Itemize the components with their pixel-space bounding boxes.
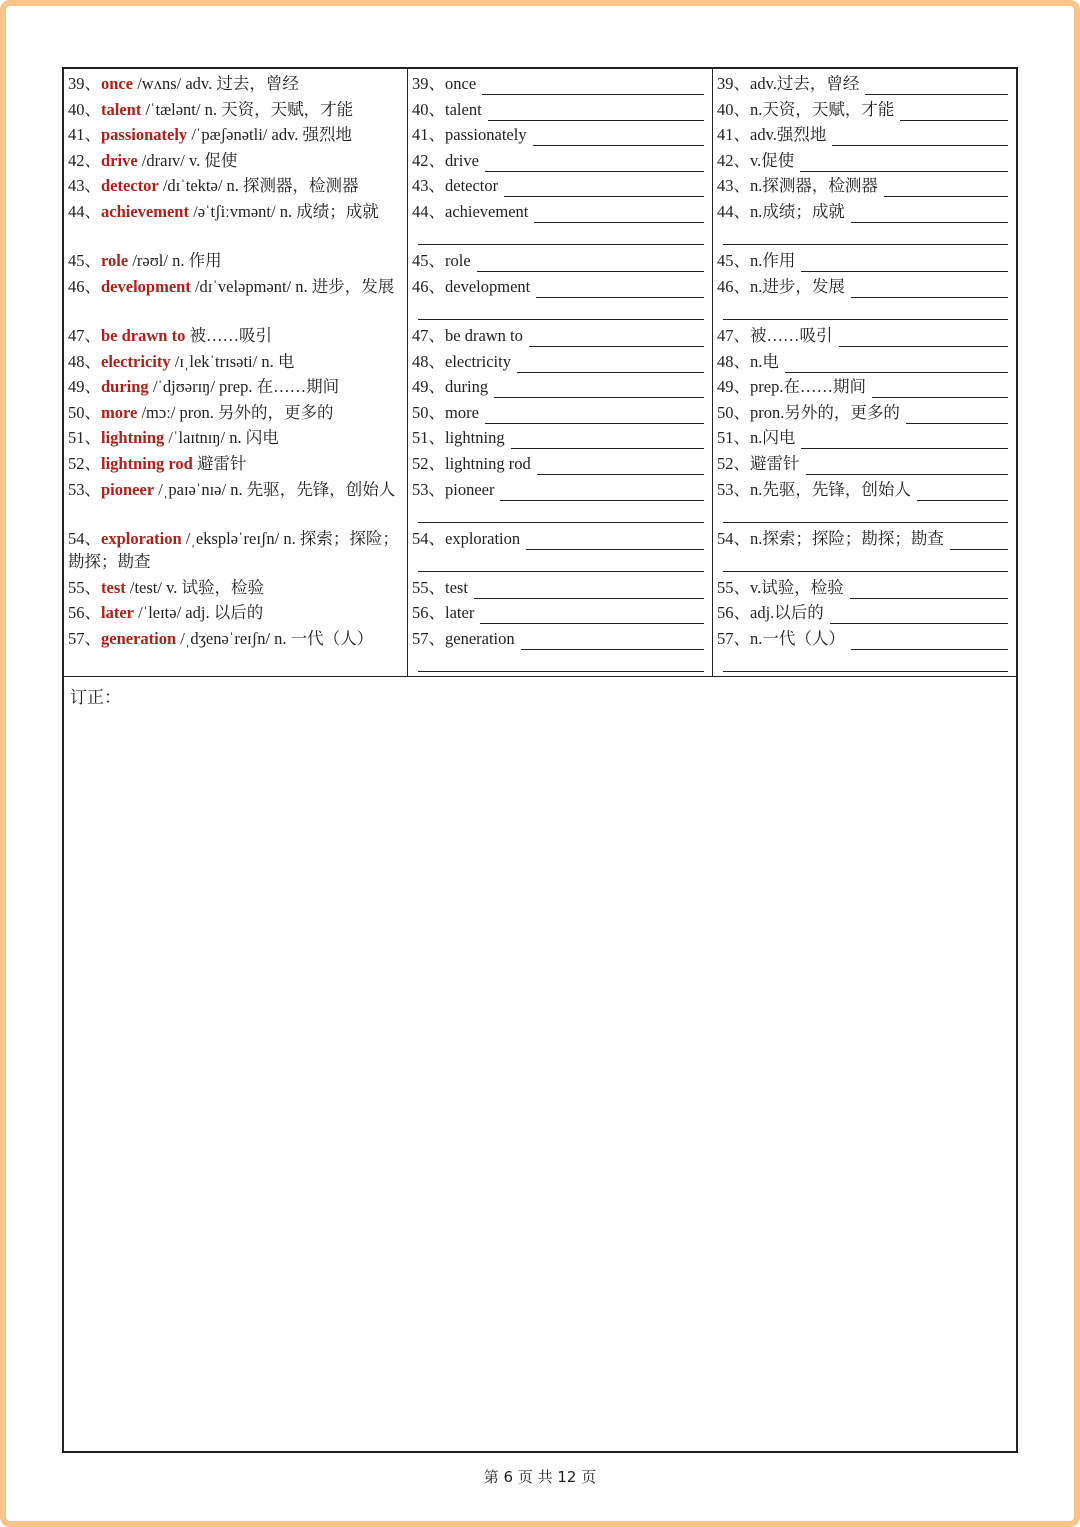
entry-definition: /dɪˈtektə/ n. 探测器，检测器 <box>158 176 359 196</box>
english-blank-row <box>412 452 704 475</box>
answer-line[interactable] <box>480 606 704 624</box>
blank-meaning: n.探索；探险；勘探；勘查 <box>750 528 944 548</box>
word-entry <box>68 275 399 321</box>
meaning-blank-row <box>717 426 1008 449</box>
english-blank-row <box>412 601 704 624</box>
word-entry <box>68 601 399 624</box>
word-entry <box>68 72 399 95</box>
word-entry <box>68 375 399 398</box>
entry-number: 52、 <box>717 453 750 473</box>
entry-definition: 被……吸引 <box>185 325 272 345</box>
meaning-blank-row <box>717 627 1008 673</box>
entry-definition: /əˈtʃiːvmənt/ n. 成绩；成就 <box>188 202 379 221</box>
entry-definition: /ɪˌlekˈtrɪsəti/ n. 电 <box>170 351 295 371</box>
answer-line[interactable] <box>917 483 1008 501</box>
answer-line[interactable] <box>500 483 704 501</box>
answer-line[interactable] <box>529 329 704 347</box>
entry-word: drive <box>101 150 138 170</box>
answer-line[interactable] <box>850 581 1008 599</box>
column-english-blanks <box>408 69 713 676</box>
entry-word: development <box>101 276 191 296</box>
english-blank-row <box>412 149 704 172</box>
blank-word: passionately <box>445 125 527 145</box>
english-blank-row <box>412 426 704 449</box>
entry-number: 46、 <box>412 276 445 296</box>
entry-word: lightning rod <box>101 453 193 473</box>
word-entry <box>68 527 399 573</box>
english-blank-row <box>412 478 704 524</box>
english-blank-row <box>412 123 704 146</box>
entry-number: 48、 <box>68 351 101 371</box>
entry-number: 41、 <box>68 125 101 145</box>
blank-meaning: n.闪电 <box>750 428 796 448</box>
blank-word: later <box>445 603 475 623</box>
answer-line[interactable] <box>536 280 704 298</box>
meaning-blank-row <box>717 601 1008 624</box>
entry-number: 51、 <box>68 428 101 448</box>
entry-number: 42、 <box>412 150 445 170</box>
vocab-columns <box>64 69 1016 677</box>
word-entry <box>68 249 399 272</box>
entry-definition: /ˌpaɪəˈnɪə/ n. 先驱，先锋，创始人 <box>154 479 396 499</box>
answer-line[interactable] <box>474 581 704 599</box>
english-blank-row <box>412 350 704 373</box>
answer-line[interactable] <box>482 77 704 95</box>
entry-definition: /wʌns/ adv. 过去，曾经 <box>133 74 299 93</box>
blank-word: role <box>445 251 471 271</box>
entry-number: 39、 <box>68 74 101 93</box>
answer-line[interactable] <box>851 632 1008 650</box>
entry-number: 39、 <box>717 74 750 93</box>
word-entry <box>68 350 399 373</box>
answer-line-extra[interactable] <box>418 571 704 572</box>
entry-number: 56、 <box>412 603 445 623</box>
entry-number: 42、 <box>717 150 750 170</box>
answer-line[interactable] <box>801 254 1008 272</box>
answer-line[interactable] <box>839 329 1009 347</box>
entry-number: 40、 <box>717 99 750 119</box>
answer-line[interactable] <box>526 532 704 550</box>
meaning-blank-row <box>717 174 1008 197</box>
blank-meaning: n.探测器，检测器 <box>750 176 878 196</box>
entry-number: 50、 <box>68 402 101 422</box>
answer-line[interactable] <box>488 103 704 121</box>
entry-definition: /ˈpæʃənətli/ adv. 强烈地 <box>187 125 353 145</box>
answer-line[interactable] <box>900 103 1008 121</box>
blank-meaning: n.成绩；成就 <box>750 202 845 221</box>
entry-number: 54、 <box>68 528 101 548</box>
english-blank-row <box>412 324 704 347</box>
entry-number: 42、 <box>68 150 101 170</box>
answer-line[interactable] <box>832 128 1008 146</box>
entry-number: 52、 <box>68 453 101 473</box>
answer-line[interactable] <box>494 380 704 398</box>
meaning-blank-row <box>717 275 1008 321</box>
entry-number: 49、 <box>717 377 750 397</box>
english-blank-row <box>412 627 704 673</box>
entry-number: 44、 <box>412 202 445 221</box>
answer-line[interactable] <box>801 431 1008 449</box>
entry-word: generation <box>101 629 177 648</box>
blank-meaning: prep.在……期间 <box>750 377 866 397</box>
entry-word: exploration <box>101 528 182 548</box>
entry-definition: 避雷针 <box>192 453 247 473</box>
answer-line[interactable] <box>533 128 704 146</box>
entry-number: 44、 <box>68 202 101 221</box>
answer-line[interactable] <box>950 532 1008 550</box>
meaning-blank-row <box>717 401 1008 424</box>
entry-word: talent <box>101 99 142 119</box>
entry-number: 47、 <box>717 325 750 345</box>
column-word-list <box>64 69 408 676</box>
meaning-blank-row <box>717 249 1008 272</box>
meaning-blank-row <box>717 200 1008 246</box>
entry-number: 55、 <box>717 577 750 597</box>
entry-word: more <box>101 402 138 422</box>
answer-line[interactable] <box>830 606 1008 624</box>
blank-word: be drawn to <box>445 325 523 345</box>
word-entry <box>68 627 399 673</box>
entry-number: 48、 <box>717 351 750 371</box>
blank-meaning: n.电 <box>750 351 779 371</box>
english-blank-row <box>412 249 704 272</box>
word-entry <box>68 123 399 146</box>
entry-number: 40、 <box>412 99 445 119</box>
entry-number: 53、 <box>68 479 101 499</box>
entry-number: 41、 <box>717 125 750 145</box>
answer-line[interactable] <box>800 154 1008 172</box>
meaning-blank-row <box>717 375 1008 398</box>
answer-line[interactable] <box>504 179 704 197</box>
entry-number: 43、 <box>412 176 445 196</box>
entry-number: 55、 <box>68 577 101 597</box>
blank-meaning: adj.以后的 <box>750 603 824 623</box>
blank-meaning: n.作用 <box>750 251 796 271</box>
english-blank-row <box>412 401 704 424</box>
entry-definition: /ˈtælənt/ n. 天资，天赋，才能 <box>141 99 354 119</box>
entry-number: 45、 <box>412 251 445 271</box>
entry-number: 50、 <box>717 402 750 422</box>
entry-word: later <box>101 603 134 623</box>
answer-line[interactable] <box>851 280 1008 298</box>
answer-line[interactable] <box>537 457 704 475</box>
blank-word: test <box>445 577 468 597</box>
entry-definition: /draɪv/ v. 促使 <box>137 150 238 170</box>
answer-line[interactable] <box>865 77 1008 95</box>
blank-meaning: v.试验，检验 <box>750 577 844 597</box>
blank-meaning: n.一代（人） <box>750 629 845 648</box>
answer-line[interactable] <box>485 406 704 424</box>
entry-number: 49、 <box>68 377 101 397</box>
meaning-blank-row <box>717 452 1008 475</box>
entry-definition: /ˈlaɪtnɪŋ/ n. 闪电 <box>164 428 279 448</box>
word-entry <box>68 576 399 599</box>
entry-word: pioneer <box>101 479 155 499</box>
meaning-blank-row <box>717 72 1008 95</box>
blank-word: lightning rod <box>445 453 531 473</box>
answer-line[interactable] <box>806 457 1009 475</box>
entry-number: 54、 <box>412 528 445 548</box>
entry-number: 50、 <box>412 402 445 422</box>
blank-word: pioneer <box>445 479 495 499</box>
entry-number: 46、 <box>717 276 750 296</box>
page-footer: 第 6 页 共 12 页 <box>483 1468 597 1486</box>
entry-word: achievement <box>101 202 189 221</box>
meaning-blank-row <box>717 123 1008 146</box>
blank-word: generation <box>445 629 515 648</box>
entry-number: 57、 <box>68 629 101 648</box>
english-blank-row <box>412 576 704 599</box>
blank-meaning: 避雷针 <box>750 453 800 473</box>
entry-word: passionately <box>101 125 188 145</box>
correction-label: 订正： <box>70 688 121 708</box>
blank-meaning: pron.另外的，更多的 <box>750 402 900 422</box>
blank-word: once <box>445 74 477 93</box>
entry-number: 43、 <box>717 176 750 196</box>
answer-line-extra[interactable] <box>723 671 1008 672</box>
word-entry <box>68 426 399 449</box>
entry-number: 56、 <box>68 603 101 623</box>
entry-number: 49、 <box>412 377 445 397</box>
answer-line[interactable] <box>872 380 1008 398</box>
answer-line[interactable] <box>534 205 704 223</box>
entry-number: 43、 <box>68 176 101 196</box>
english-blank-row <box>412 275 704 321</box>
word-entry <box>68 200 399 246</box>
word-entry <box>68 452 399 475</box>
entry-number: 47、 <box>412 325 445 345</box>
entry-number: 46、 <box>68 276 101 296</box>
blank-meaning: adv.过去，曾经 <box>750 74 860 93</box>
answer-line-extra[interactable] <box>723 522 1008 523</box>
blank-word: during <box>445 377 489 397</box>
english-blank-row <box>412 174 704 197</box>
english-blank-row <box>412 72 704 95</box>
entry-number: 56、 <box>717 603 750 623</box>
entry-number: 39、 <box>412 74 445 93</box>
worksheet-table <box>62 67 1018 1453</box>
english-blank-row <box>412 375 704 398</box>
entry-number: 44、 <box>717 202 750 221</box>
blank-word: detector <box>445 176 499 196</box>
column-meaning-blanks <box>713 69 1016 676</box>
meaning-blank-row <box>717 478 1008 524</box>
blank-meaning: n.进步，发展 <box>750 276 845 296</box>
entry-definition: /ˈdjʊərɪŋ/ prep. 在……期间 <box>148 377 340 397</box>
english-blank-row <box>412 527 704 573</box>
entry-number: 55、 <box>412 577 445 597</box>
blank-word: achievement <box>445 202 529 221</box>
entry-number: 48、 <box>412 351 445 371</box>
blank-word: talent <box>445 99 482 119</box>
answer-line[interactable] <box>906 406 1008 424</box>
blank-meaning: v.促使 <box>750 150 795 170</box>
entry-definition: /mɔː/ pron. 另外的，更多的 <box>137 402 334 422</box>
blank-meaning: n.天资，天赋，才能 <box>750 99 895 119</box>
word-entry <box>68 149 399 172</box>
entry-number: 45、 <box>68 251 101 271</box>
word-entry <box>68 98 399 121</box>
entry-definition: /ˌdʒenəˈreɪʃn/ n. 一代（人） <box>176 629 374 648</box>
word-entry <box>68 324 399 347</box>
entry-number: 40、 <box>68 99 101 119</box>
answer-line-extra[interactable] <box>418 319 704 320</box>
entry-definition: /test/ v. 试验，检验 <box>125 577 264 597</box>
entry-definition: /rəʊl/ n. 作用 <box>128 251 222 271</box>
word-entry <box>68 401 399 424</box>
entry-number: 51、 <box>717 428 750 448</box>
blank-word: development <box>445 276 531 296</box>
entry-word: role <box>101 251 129 271</box>
entry-number: 54、 <box>717 528 750 548</box>
blank-word: lightning <box>445 428 505 448</box>
meaning-blank-row <box>717 576 1008 599</box>
answer-line-extra[interactable] <box>723 319 1008 320</box>
answer-line[interactable] <box>521 632 704 650</box>
entry-word: once <box>101 74 134 93</box>
answer-line[interactable] <box>511 431 704 449</box>
entry-number: 45、 <box>717 251 750 271</box>
entry-word: be drawn to <box>101 325 186 345</box>
answer-line-extra[interactable] <box>418 671 704 672</box>
answer-line-extra[interactable] <box>723 244 1008 245</box>
meaning-blank-row <box>717 527 1008 573</box>
entry-definition: /ˌekspləˈreɪʃn/ n. 探索；探险；勘探；勘查 <box>68 528 399 571</box>
entry-word: detector <box>101 176 159 196</box>
answer-line-extra[interactable] <box>723 571 1008 572</box>
english-blank-row <box>412 200 704 246</box>
meaning-blank-row <box>717 98 1008 121</box>
entry-number: 57、 <box>412 629 445 648</box>
entry-definition: /dɪˈveləpmənt/ n. 进步，发展 <box>190 276 395 296</box>
entry-number: 57、 <box>717 629 750 648</box>
answer-line[interactable] <box>785 355 1008 373</box>
word-entry <box>68 174 399 197</box>
entry-word: test <box>101 577 126 597</box>
entry-word: lightning <box>101 428 165 448</box>
blank-meaning: n.先驱，先锋，创始人 <box>750 479 911 499</box>
entry-number: 51、 <box>412 428 445 448</box>
english-blank-row <box>412 98 704 121</box>
entry-word: electricity <box>101 351 171 371</box>
answer-line[interactable] <box>485 154 704 172</box>
blank-word: electricity <box>445 351 511 371</box>
entry-number: 47、 <box>68 325 101 345</box>
blank-word: more <box>445 402 479 422</box>
blank-word: exploration <box>445 528 521 548</box>
blank-meaning: adv.强烈地 <box>750 125 827 145</box>
entry-word: during <box>101 377 149 397</box>
meaning-blank-row <box>717 149 1008 172</box>
answer-line-extra[interactable] <box>418 244 704 245</box>
answer-line[interactable] <box>517 355 704 373</box>
blank-word: drive <box>445 150 479 170</box>
entry-number: 53、 <box>717 479 750 499</box>
answer-line-extra[interactable] <box>418 522 704 523</box>
answer-line[interactable] <box>477 254 704 272</box>
word-entry <box>68 478 399 524</box>
entry-definition: /ˈleɪtə/ adj. 以后的 <box>133 603 264 623</box>
entry-number: 41、 <box>412 125 445 145</box>
entry-number: 53、 <box>412 479 445 499</box>
answer-line[interactable] <box>884 179 1008 197</box>
entry-number: 52、 <box>412 453 445 473</box>
blank-meaning: 被……吸引 <box>750 325 833 345</box>
answer-line[interactable] <box>851 205 1008 223</box>
meaning-blank-row <box>717 324 1008 347</box>
meaning-blank-row <box>717 350 1008 373</box>
